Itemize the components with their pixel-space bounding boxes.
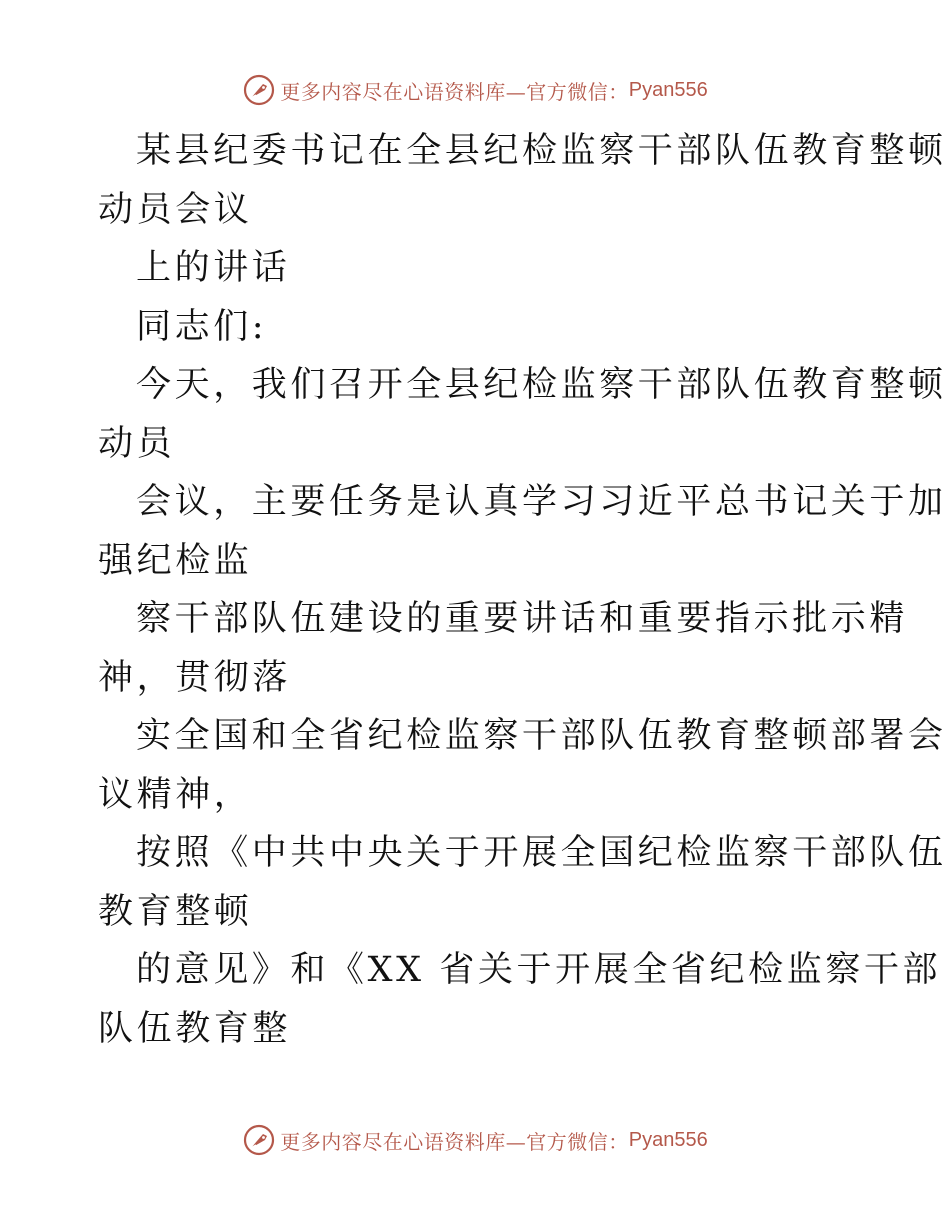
text-line: 教育整顿 — [98, 891, 253, 932]
document-body — [98, 122, 947, 1058]
text-line: 今天，我们召开全县纪检监察干部队伍教育整顿 — [136, 365, 947, 405]
text-line: 队伍教育整 — [98, 1008, 292, 1049]
text-line: 动员 — [98, 423, 176, 464]
text-line: 的意见》和《XX 省关于开展全省纪检监察干部 — [136, 950, 942, 990]
text-line: 动员会议 — [98, 189, 253, 230]
text-line: 同志们: — [136, 306, 268, 347]
text-line: 上的讲话 — [136, 248, 291, 288]
watermark-text: 更多内容尽在心语资料库—官方微信： — [280, 79, 629, 104]
text-line: 实全国和全省纪检监察干部队伍教育整顿部署会 — [136, 716, 947, 756]
header-watermark — [0, 70, 950, 110]
watermark-account: Pyan556 — [628, 78, 708, 101]
pen-nib-logo-icon — [242, 1123, 276, 1157]
text-line: 按照《中共中央关于开展全国纪检监察干部队伍 — [136, 833, 947, 873]
text-line: 神，贯彻落 — [98, 657, 292, 698]
pen-nib-logo-icon — [242, 73, 276, 107]
text-line: 某县纪委书记在全县纪检监察干部队伍教育整顿 — [136, 131, 947, 171]
watermark-account: Pyan556 — [628, 1128, 708, 1151]
text-line: 强纪检监 — [98, 540, 253, 581]
text-line: 议精神， — [98, 774, 253, 815]
text-line: 察干部队伍建设的重要讲话和重要指示批示精 — [136, 599, 909, 639]
footer-watermark — [0, 1120, 950, 1160]
text-line: 会议，主要任务是认真学习习近平总书记关于加 — [136, 482, 947, 522]
watermark-text: 更多内容尽在心语资料库—官方微信： — [280, 1129, 629, 1154]
